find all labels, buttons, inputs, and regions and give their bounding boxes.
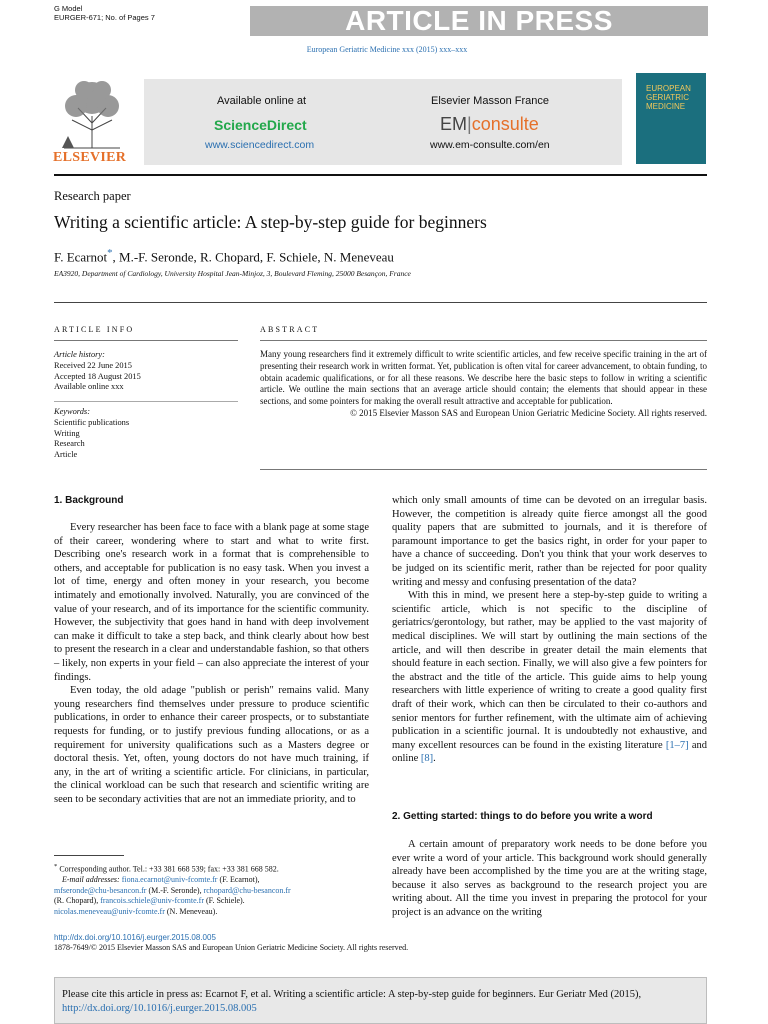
model-label <box>54 4 155 22</box>
paragraph-text: . <box>433 753 436 765</box>
keyword-item: Writing <box>54 428 80 438</box>
abstract-text: Many young researchers find it extremely difficult to write scientific articles, and few receive specific training in the art of presenting their research work in written format. Yet, publication is often vital for career advancement, to obtain funding, to obtain academic qualifications, or for all these reasons. We describe here the basic steps to follow in writing a scientific article. We outline the main sections that an average article should contain; the elements that should appear in these sections, and some pointers for making the overall result attractive and acceptable for publication. <box>260 349 707 407</box>
corresponding-note <box>54 862 374 875</box>
abstract-heading: ABSTRACT <box>260 325 320 334</box>
article-history <box>54 350 234 393</box>
affiliation: EA3920, Department of Cardiology, University Hospital Jean-Minjoz, 3, Boulevard Fleming, 25000 Besançon, France <box>54 269 411 278</box>
section-heading-getting-started: 2. Getting started: things to do before you write a word <box>392 811 653 822</box>
keyword-item: Research <box>54 439 85 449</box>
other-authors: , M.-F. Seronde, R. Chopard, F. Schiele, N. Meneveau <box>112 249 394 265</box>
history-divider <box>54 401 238 402</box>
reference-line: EURGER-671; No. of Pages 7 <box>54 13 155 22</box>
history-received: Received 22 June 2015 <box>54 360 132 370</box>
keywords-heading: Keywords: <box>54 407 90 416</box>
author-list <box>54 247 394 265</box>
email-link[interactable]: mfseronde@chu-besancon.fr <box>54 885 147 895</box>
email-line <box>54 907 374 918</box>
email-label: E-mail addresses: <box>62 875 120 885</box>
corresponding-text: Corresponding author. Tel.: +33 381 668 539; fax: +33 381 668 582. <box>59 864 279 874</box>
footnote <box>54 862 374 918</box>
paragraph: Even today, the old adage "publish or perish" remains valid. Many young researchers find themselves under pressure to produce scientific publications, in order to enhance their career prospects, or to substantiate requests for funding, or to justify previous funding allocations, or as a requirement for university qualifications such as a Masters degree or doctoral thesis. Yet, often, young doctors do not have much training, if any, in the art of writing a scientific article. For clinicians, in particular, the clinical workload can be such that research and scientific writing are seen to be secondary activities that are not an immediate priority, and to <box>54 685 369 805</box>
email-link[interactable]: fiona.ecarnot@univ-fcomte.fr <box>121 875 218 885</box>
gmodel-text: G Model <box>54 4 83 13</box>
paragraph-text: With this in mind, we present here a step-by-step guide to writing a scientific article, which is not specific to the discipline of geriatrics/gerontology, but rather, may be applied to the vast majority of medical disciplines. We will start by outlining the main sections of the article, and will then describe in greater detail the main elements that should feature in each section. Finally, we will also give a few pointers for the abstract and the title of the article. This guide aims to help young researchers with little experience of writing to create a good quality first draft of their work, which can then be circulated to their co-authors and senior mentors for further refinement, with the ultimate aim of achieving publication in a scientific journal. It is undoubtedly not exhaustive, and many excellent resources can be found in the existing literature <box>392 590 707 751</box>
header-divider <box>54 174 707 176</box>
abstract-bottom-rule <box>260 469 707 470</box>
journal-citation-line: European Geriatric Medicine xxx (2015) xxx–xxx <box>306 45 468 54</box>
elsevier-tree-logo-icon <box>54 78 130 150</box>
email-line <box>54 896 374 907</box>
title-divider <box>54 302 707 303</box>
article-title: Writing a scientific article: A step-by-step guide for beginners <box>54 212 487 232</box>
article-in-press-text: ARTICLE IN PRESS <box>345 5 613 36</box>
citation-doi-link[interactable]: http://dx.doi.org/10.1016/j.eurger.2015.08.005 <box>62 1002 257 1014</box>
history-accepted: Accepted 18 August 2015 <box>54 371 141 381</box>
elsevier-wordmark: ELSEVIER <box>53 150 127 165</box>
em-consulte-link[interactable]: www.em-consulte.com/en <box>430 139 550 151</box>
issn-copyright: 1878-7649/© 2015 Elsevier Masson SAS and European Union Geriatric Medicine Society. All rights reserved. <box>54 943 409 952</box>
email-link[interactable]: nicolas.meneveau@univ-fcomte.fr <box>54 907 165 917</box>
available-online-label: Available online at <box>217 95 307 107</box>
paragraph <box>392 589 707 766</box>
email-owner: (M.-F. Seronde), <box>148 885 202 895</box>
right-column-top <box>392 494 707 766</box>
citation-statement: Please cite this article in press as: Ecarnot F, et al. Writing a scientific article: A step-by-step guide for beginners. Eur Geriatr Med (2015), <box>62 989 642 1000</box>
abstract-body <box>260 349 707 420</box>
paragraph: Every researcher has been face to face with a blank page at some stage of their career, wondering where to start and what to write first. Describing one's research work in a format that is comprehensible to others, and acceptable for publication is no easy task. When you invest a lot of time, energy and often money in your research, you become intimately and emotionally involved. Naturally, you are convinced of the value of your research, and of its importance for the scientific community. However, the subjectivity that goes hand in hand with deep involvement can make it difficult to take a step back, and think clearly about how best to present the research in a clear and understandable fashion, so that others – likely, non experts in your field – can also appreciate the interest of your findings. <box>54 522 369 683</box>
email-line <box>54 886 374 897</box>
keyword-item: Scientific publications <box>54 417 130 427</box>
email-link[interactable]: rchopard@chu-besancon.fr <box>203 885 291 895</box>
abstract-rule <box>260 340 707 341</box>
section-heading-background: 1. Background <box>54 495 124 506</box>
email-line <box>54 875 374 886</box>
elsevier-masson-label: Elsevier Masson France <box>431 95 549 107</box>
email-owner: (R. Chopard), <box>54 896 99 906</box>
reference-link[interactable]: [1–7] <box>665 739 689 751</box>
email-link[interactable]: francois.schiele@univ-fcomte.fr <box>100 896 204 906</box>
doi-link[interactable]: http://dx.doi.org/10.1016/j.eurger.2015.08.005 <box>54 933 216 942</box>
keyword-item: Article <box>54 450 78 460</box>
article-info-heading: ARTICLE INFO <box>54 325 135 334</box>
sciencedirect-link[interactable]: www.sciencedirect.com <box>205 139 315 151</box>
email-owner: (F. Ecarnot), <box>219 875 260 885</box>
keywords <box>54 407 234 461</box>
email-owner: (F. Schiele). <box>206 896 245 906</box>
footnote-star: * <box>54 863 58 870</box>
paragraph: which only small amounts of time can be devoted on an irregular basis. However, the competition is already quite fierce amongst all the good quality papers that are submitted to journals, and it is therefore of paramount importance to get the basics right, in order for your paper to have a chance of succeeding. Don't you think that your work deserves to be judged on its scientific merit, rather than be rejected for poor quality writing and messy and confusing presentation of the data? <box>392 495 707 588</box>
email-owner: (N. Meneveau). <box>166 907 218 917</box>
first-author: F. Ecarnot <box>54 249 108 265</box>
journal-cover-title: EUROPEAN GERIATRIC MEDICINE <box>646 84 691 111</box>
paragraph-text: and online <box>392 739 708 765</box>
consulte-part: consulte <box>471 114 539 134</box>
left-column <box>54 521 369 806</box>
sciencedirect-logo: ScienceDirect <box>214 117 307 133</box>
history-online: Available online xxx <box>54 382 124 392</box>
em-consulte-logo: EM|consulte <box>440 114 539 134</box>
em-part: EM <box>440 114 467 134</box>
reference-link[interactable]: [8] <box>420 753 434 765</box>
article-info-rule <box>54 340 238 341</box>
footnote-rule <box>54 855 124 856</box>
right-column-bottom <box>392 838 707 920</box>
abstract-copyright: © 2015 Elsevier Masson SAS and European Union Geriatric Medicine Society. All rights reserved. <box>350 407 707 418</box>
history-heading: Article history: <box>54 350 105 359</box>
article-type: Research paper <box>54 189 131 203</box>
paragraph: A certain amount of preparatory work needs to be done before you ever write a word of your article. This background work should generally already have been accomplished by the time you are at the writing stage, because it also serves as background to the research project you are writing about. All the time you invest in preparing the protocol for your project is an advance on the writing <box>392 839 707 918</box>
citation-text <box>62 988 702 1015</box>
corresponding-author-mark[interactable]: * <box>107 247 113 259</box>
